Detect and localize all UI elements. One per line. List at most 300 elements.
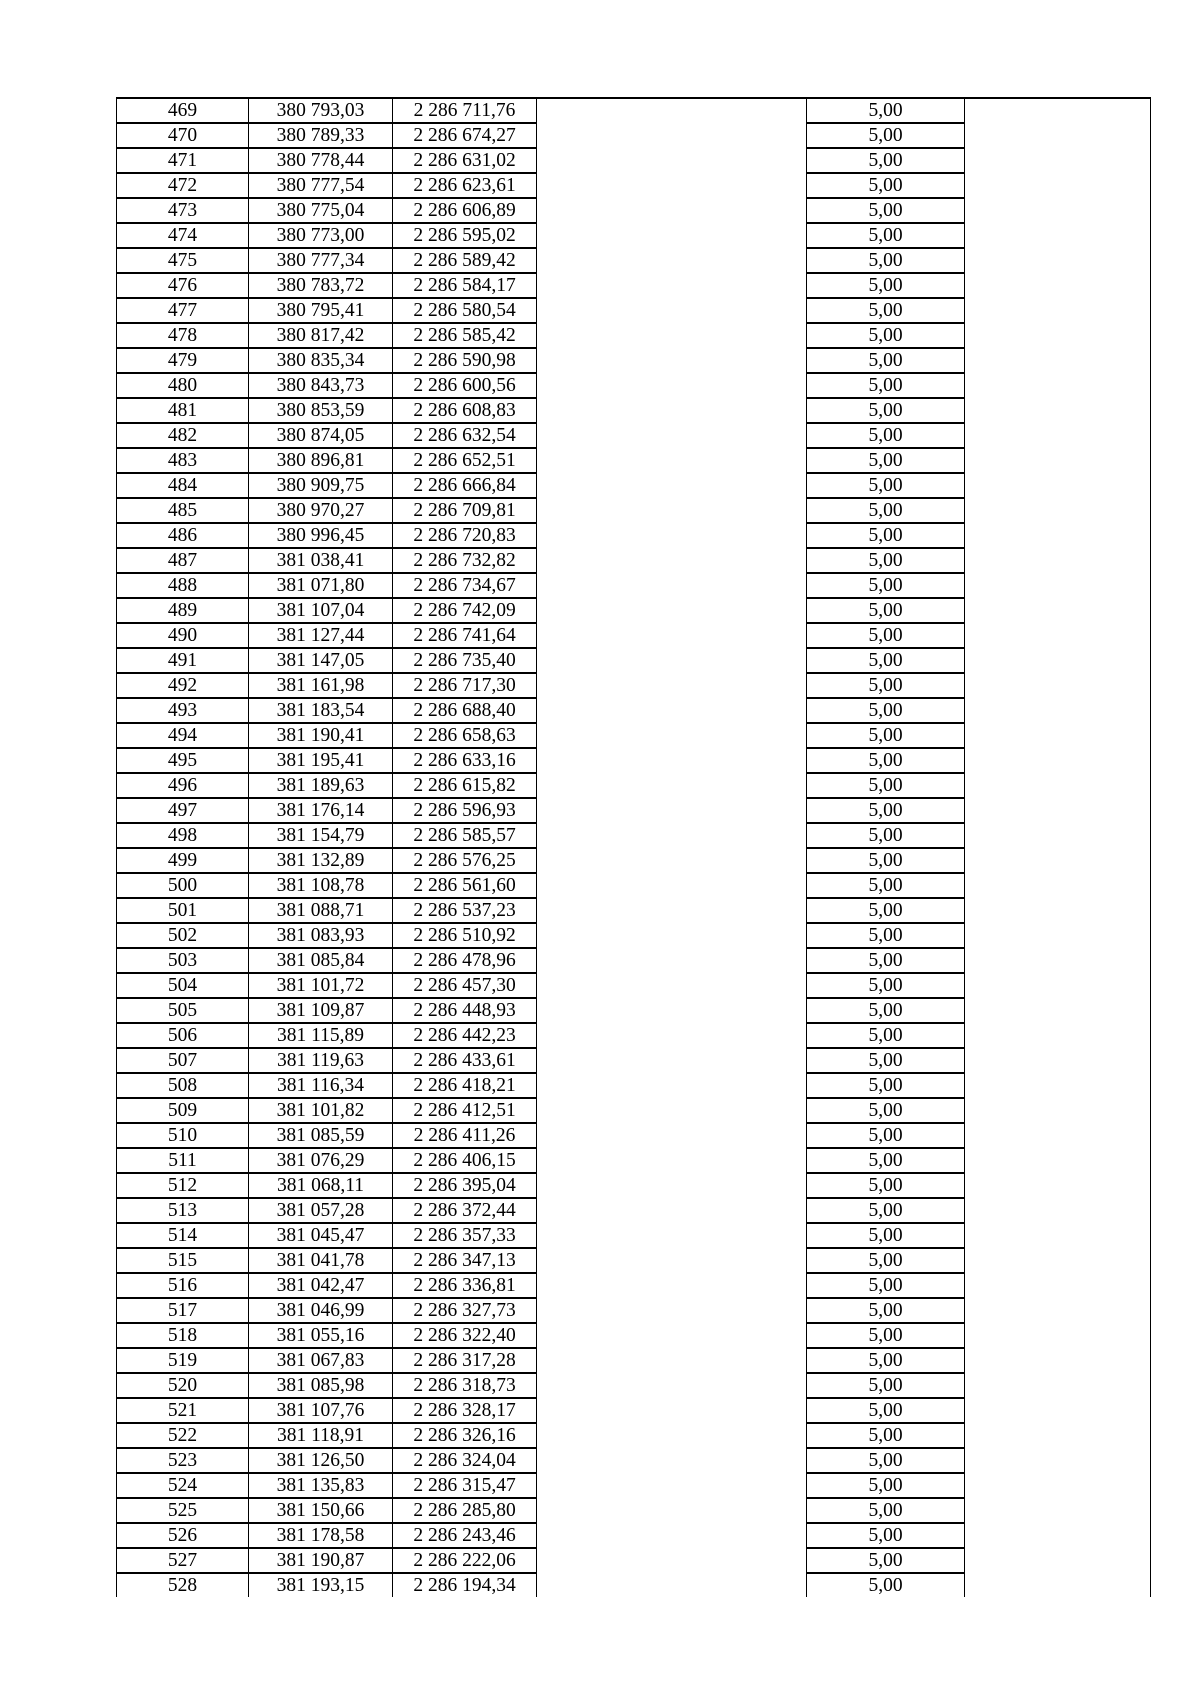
empty-cell: [965, 823, 1151, 848]
value-cell: 5,00: [807, 1398, 965, 1423]
x-coordinate-cell: 380 793,03: [249, 98, 393, 123]
value-cell: 5,00: [807, 1123, 965, 1148]
empty-cell: [537, 1048, 807, 1073]
x-coordinate-cell: 381 071,80: [249, 573, 393, 598]
table-row: [117, 1173, 1151, 1198]
x-coordinate-cell: 381 127,44: [249, 623, 393, 648]
y-coordinate-cell: 2 286 720,83: [393, 523, 537, 548]
empty-cell: [965, 748, 1151, 773]
table-row: [117, 1573, 1151, 1597]
value-cell: 5,00: [807, 473, 965, 498]
empty-cell: [965, 773, 1151, 798]
empty-cell: [965, 1198, 1151, 1223]
empty-cell: [537, 573, 807, 598]
point-number-cell: 489: [117, 598, 249, 623]
point-number-cell: 485: [117, 498, 249, 523]
x-coordinate-cell: 381 150,66: [249, 1498, 393, 1523]
empty-cell: [537, 323, 807, 348]
point-number-cell: 480: [117, 373, 249, 398]
empty-cell: [537, 1423, 807, 1448]
y-coordinate-cell: 2 286 600,56: [393, 373, 537, 398]
point-number-cell: 490: [117, 623, 249, 648]
table-row: [117, 823, 1151, 848]
empty-cell: [537, 148, 807, 173]
y-coordinate-cell: 2 286 589,42: [393, 248, 537, 273]
y-coordinate-cell: 2 286 317,28: [393, 1348, 537, 1373]
empty-cell: [965, 1448, 1151, 1473]
table-row: [117, 298, 1151, 323]
empty-cell: [965, 1048, 1151, 1073]
empty-cell: [965, 398, 1151, 423]
x-coordinate-cell: 380 789,33: [249, 123, 393, 148]
value-cell: 5,00: [807, 748, 965, 773]
table-row: [117, 998, 1151, 1023]
empty-cell: [537, 1098, 807, 1123]
value-cell: 5,00: [807, 1023, 965, 1048]
empty-cell: [537, 673, 807, 698]
y-coordinate-cell: 2 286 576,25: [393, 848, 537, 873]
y-coordinate-cell: 2 286 615,82: [393, 773, 537, 798]
empty-cell: [965, 1123, 1151, 1148]
value-cell: 5,00: [807, 948, 965, 973]
point-number-cell: 523: [117, 1448, 249, 1473]
empty-cell: [537, 348, 807, 373]
y-coordinate-cell: 2 286 328,17: [393, 1398, 537, 1423]
y-coordinate-cell: 2 286 285,80: [393, 1498, 537, 1523]
empty-cell: [537, 473, 807, 498]
table-row: [117, 1498, 1151, 1523]
empty-cell: [537, 723, 807, 748]
empty-cell: [537, 373, 807, 398]
x-coordinate-cell: 381 041,78: [249, 1248, 393, 1273]
empty-cell: [537, 1148, 807, 1173]
y-coordinate-cell: 2 286 596,93: [393, 798, 537, 823]
x-coordinate-cell: 380 773,00: [249, 223, 393, 248]
table-row: [117, 1248, 1151, 1273]
empty-cell: [537, 1123, 807, 1148]
empty-cell: [965, 1423, 1151, 1448]
value-cell: 5,00: [807, 523, 965, 548]
table-row: [117, 1523, 1151, 1548]
table-row: [117, 1023, 1151, 1048]
value-cell: 5,00: [807, 1073, 965, 1098]
y-coordinate-cell: 2 286 585,42: [393, 323, 537, 348]
y-coordinate-cell: 2 286 478,96: [393, 948, 537, 973]
empty-cell: [537, 1498, 807, 1523]
table-row: [117, 673, 1151, 698]
table-row: [117, 798, 1151, 823]
empty-cell: [965, 1348, 1151, 1373]
empty-cell: [537, 898, 807, 923]
table-row: [117, 748, 1151, 773]
x-coordinate-cell: 380 783,72: [249, 273, 393, 298]
empty-cell: [537, 448, 807, 473]
empty-cell: [965, 448, 1151, 473]
y-coordinate-cell: 2 286 633,16: [393, 748, 537, 773]
value-cell: 5,00: [807, 548, 965, 573]
empty-cell: [965, 1248, 1151, 1273]
x-coordinate-cell: 381 178,58: [249, 1523, 393, 1548]
table-row: [117, 898, 1151, 923]
value-cell: 5,00: [807, 1248, 965, 1273]
table-row: [117, 123, 1151, 148]
value-cell: 5,00: [807, 148, 965, 173]
value-cell: 5,00: [807, 823, 965, 848]
value-cell: 5,00: [807, 1298, 965, 1323]
x-coordinate-cell: 380 896,81: [249, 448, 393, 473]
table-row: [117, 1223, 1151, 1248]
empty-cell: [965, 473, 1151, 498]
x-coordinate-cell: 380 843,73: [249, 373, 393, 398]
point-number-cell: 514: [117, 1223, 249, 1248]
x-coordinate-cell: 381 189,63: [249, 773, 393, 798]
x-coordinate-cell: 381 067,83: [249, 1348, 393, 1373]
point-number-cell: 486: [117, 523, 249, 548]
value-cell: 5,00: [807, 898, 965, 923]
y-coordinate-cell: 2 286 194,34: [393, 1573, 537, 1597]
y-coordinate-cell: 2 286 406,15: [393, 1148, 537, 1173]
empty-cell: [537, 1548, 807, 1573]
point-number-cell: 471: [117, 148, 249, 173]
x-coordinate-cell: 381 183,54: [249, 698, 393, 723]
empty-cell: [537, 1523, 807, 1548]
x-coordinate-cell: 380 778,44: [249, 148, 393, 173]
empty-cell: [537, 1473, 807, 1498]
empty-cell: [965, 1573, 1151, 1597]
value-cell: 5,00: [807, 773, 965, 798]
value-cell: 5,00: [807, 1373, 965, 1398]
y-coordinate-cell: 2 286 666,84: [393, 473, 537, 498]
table-row: [117, 723, 1151, 748]
empty-cell: [537, 298, 807, 323]
x-coordinate-cell: 380 874,05: [249, 423, 393, 448]
value-cell: 5,00: [807, 273, 965, 298]
y-coordinate-cell: 2 286 357,33: [393, 1223, 537, 1248]
table-row: [117, 698, 1151, 723]
empty-cell: [965, 573, 1151, 598]
table-row: [117, 1548, 1151, 1573]
point-number-cell: 484: [117, 473, 249, 498]
empty-cell: [537, 1198, 807, 1223]
empty-cell: [537, 998, 807, 1023]
y-coordinate-cell: 2 286 711,76: [393, 98, 537, 123]
x-coordinate-cell: 381 119,63: [249, 1048, 393, 1073]
empty-cell: [965, 348, 1151, 373]
empty-cell: [965, 848, 1151, 873]
point-number-cell: 525: [117, 1498, 249, 1523]
x-coordinate-cell: 381 101,72: [249, 973, 393, 998]
empty-cell: [965, 1373, 1151, 1398]
point-number-cell: 509: [117, 1098, 249, 1123]
x-coordinate-cell: 381 042,47: [249, 1273, 393, 1298]
y-coordinate-cell: 2 286 584,17: [393, 273, 537, 298]
empty-cell: [965, 648, 1151, 673]
value-cell: 5,00: [807, 623, 965, 648]
empty-cell: [965, 1523, 1151, 1548]
x-coordinate-cell: 381 176,14: [249, 798, 393, 823]
point-number-cell: 476: [117, 273, 249, 298]
point-number-cell: 503: [117, 948, 249, 973]
y-coordinate-cell: 2 286 608,83: [393, 398, 537, 423]
empty-cell: [537, 1223, 807, 1248]
value-cell: 5,00: [807, 1348, 965, 1373]
table-row: [117, 1423, 1151, 1448]
y-coordinate-cell: 2 286 606,89: [393, 198, 537, 223]
empty-cell: [965, 1473, 1151, 1498]
value-cell: 5,00: [807, 398, 965, 423]
table-row: [117, 1198, 1151, 1223]
table-row: [117, 623, 1151, 648]
value-cell: 5,00: [807, 998, 965, 1023]
x-coordinate-cell: 381 045,47: [249, 1223, 393, 1248]
table-row: [117, 848, 1151, 873]
point-number-cell: 519: [117, 1348, 249, 1373]
point-number-cell: 518: [117, 1323, 249, 1348]
value-cell: 5,00: [807, 423, 965, 448]
x-coordinate-cell: 380 795,41: [249, 298, 393, 323]
empty-cell: [965, 173, 1151, 198]
empty-cell: [965, 873, 1151, 898]
empty-cell: [965, 1173, 1151, 1198]
empty-cell: [537, 1273, 807, 1298]
value-cell: 5,00: [807, 873, 965, 898]
value-cell: 5,00: [807, 723, 965, 748]
empty-cell: [965, 198, 1151, 223]
y-coordinate-cell: 2 286 322,40: [393, 1323, 537, 1348]
table-row: [117, 1298, 1151, 1323]
y-coordinate-cell: 2 286 324,04: [393, 1448, 537, 1473]
table-row: [117, 323, 1151, 348]
table-row: [117, 98, 1151, 123]
x-coordinate-cell: 381 109,87: [249, 998, 393, 1023]
y-coordinate-cell: 2 286 717,30: [393, 673, 537, 698]
empty-cell: [537, 698, 807, 723]
empty-cell: [537, 598, 807, 623]
point-number-cell: 528: [117, 1573, 249, 1597]
x-coordinate-cell: 381 190,41: [249, 723, 393, 748]
x-coordinate-cell: 381 190,87: [249, 1548, 393, 1573]
value-cell: 5,00: [807, 673, 965, 698]
empty-cell: [965, 1298, 1151, 1323]
empty-cell: [965, 223, 1151, 248]
empty-cell: [537, 198, 807, 223]
point-number-cell: 505: [117, 998, 249, 1023]
empty-cell: [537, 798, 807, 823]
value-cell: 5,00: [807, 1423, 965, 1448]
empty-cell: [965, 1073, 1151, 1098]
point-number-cell: 496: [117, 773, 249, 798]
table-row: [117, 273, 1151, 298]
empty-cell: [537, 248, 807, 273]
empty-cell: [965, 373, 1151, 398]
x-coordinate-cell: 380 970,27: [249, 498, 393, 523]
x-coordinate-cell: 381 038,41: [249, 548, 393, 573]
point-number-cell: 493: [117, 698, 249, 723]
coordinates-table: [116, 97, 1151, 1597]
x-coordinate-cell: 381 107,04: [249, 598, 393, 623]
table-row: [117, 348, 1151, 373]
empty-cell: [965, 1548, 1151, 1573]
y-coordinate-cell: 2 286 658,63: [393, 723, 537, 748]
point-number-cell: 470: [117, 123, 249, 148]
value-cell: 5,00: [807, 448, 965, 473]
empty-cell: [537, 423, 807, 448]
empty-cell: [537, 1073, 807, 1098]
y-coordinate-cell: 2 286 652,51: [393, 448, 537, 473]
value-cell: 5,00: [807, 598, 965, 623]
y-coordinate-cell: 2 286 631,02: [393, 148, 537, 173]
point-number-cell: 506: [117, 1023, 249, 1048]
point-number-cell: 473: [117, 198, 249, 223]
point-number-cell: 502: [117, 923, 249, 948]
x-coordinate-cell: 381 055,16: [249, 1323, 393, 1348]
x-coordinate-cell: 381 057,28: [249, 1198, 393, 1223]
point-number-cell: 501: [117, 898, 249, 923]
table-row: [117, 573, 1151, 598]
table-row: [117, 1448, 1151, 1473]
point-number-cell: 513: [117, 1198, 249, 1223]
y-coordinate-cell: 2 286 442,23: [393, 1023, 537, 1048]
point-number-cell: 520: [117, 1373, 249, 1398]
table-row: [117, 1048, 1151, 1073]
y-coordinate-cell: 2 286 318,73: [393, 1373, 537, 1398]
y-coordinate-cell: 2 286 433,61: [393, 1048, 537, 1073]
table-row: [117, 248, 1151, 273]
empty-cell: [537, 773, 807, 798]
y-coordinate-cell: 2 286 315,47: [393, 1473, 537, 1498]
table-row: [117, 1398, 1151, 1423]
empty-cell: [537, 848, 807, 873]
value-cell: 5,00: [807, 1048, 965, 1073]
y-coordinate-cell: 2 286 735,40: [393, 648, 537, 673]
table-row: [117, 923, 1151, 948]
empty-cell: [537, 1023, 807, 1048]
y-coordinate-cell: 2 286 395,04: [393, 1173, 537, 1198]
value-cell: 5,00: [807, 1548, 965, 1573]
point-number-cell: 498: [117, 823, 249, 848]
y-coordinate-cell: 2 286 537,23: [393, 898, 537, 923]
empty-cell: [965, 548, 1151, 573]
x-coordinate-cell: 380 835,34: [249, 348, 393, 373]
y-coordinate-cell: 2 286 632,54: [393, 423, 537, 448]
table-row: [117, 173, 1151, 198]
x-coordinate-cell: 380 775,04: [249, 198, 393, 223]
x-coordinate-cell: 380 996,45: [249, 523, 393, 548]
empty-cell: [965, 1148, 1151, 1173]
empty-cell: [537, 123, 807, 148]
value-cell: 5,00: [807, 223, 965, 248]
point-number-cell: 478: [117, 323, 249, 348]
value-cell: 5,00: [807, 348, 965, 373]
point-number-cell: 474: [117, 223, 249, 248]
empty-cell: [537, 1173, 807, 1198]
point-number-cell: 491: [117, 648, 249, 673]
y-coordinate-cell: 2 286 412,51: [393, 1098, 537, 1123]
empty-cell: [965, 498, 1151, 523]
point-number-cell: 499: [117, 848, 249, 873]
x-coordinate-cell: 381 161,98: [249, 673, 393, 698]
empty-cell: [537, 648, 807, 673]
empty-cell: [965, 1223, 1151, 1248]
y-coordinate-cell: 2 286 411,26: [393, 1123, 537, 1148]
coordinates-table-body: [117, 98, 1151, 1597]
y-coordinate-cell: 2 286 561,60: [393, 873, 537, 898]
point-number-cell: 475: [117, 248, 249, 273]
empty-cell: [965, 698, 1151, 723]
x-coordinate-cell: 380 909,75: [249, 473, 393, 498]
point-number-cell: 483: [117, 448, 249, 473]
y-coordinate-cell: 2 286 457,30: [393, 973, 537, 998]
x-coordinate-cell: 381 101,82: [249, 1098, 393, 1123]
x-coordinate-cell: 381 085,84: [249, 948, 393, 973]
y-coordinate-cell: 2 286 585,57: [393, 823, 537, 848]
empty-cell: [537, 1373, 807, 1398]
empty-cell: [965, 1323, 1151, 1348]
empty-cell: [537, 923, 807, 948]
point-number-cell: 512: [117, 1173, 249, 1198]
value-cell: 5,00: [807, 123, 965, 148]
empty-cell: [537, 523, 807, 548]
point-number-cell: 492: [117, 673, 249, 698]
empty-cell: [537, 1348, 807, 1373]
empty-cell: [537, 1448, 807, 1473]
y-coordinate-cell: 2 286 734,67: [393, 573, 537, 598]
y-coordinate-cell: 2 286 243,46: [393, 1523, 537, 1548]
empty-cell: [965, 298, 1151, 323]
table-row: [117, 1148, 1151, 1173]
value-cell: 5,00: [807, 698, 965, 723]
empty-cell: [965, 623, 1151, 648]
x-coordinate-cell: 381 135,83: [249, 1473, 393, 1498]
point-number-cell: 524: [117, 1473, 249, 1498]
empty-cell: [965, 923, 1151, 948]
x-coordinate-cell: 381 107,76: [249, 1398, 393, 1423]
empty-cell: [537, 1573, 807, 1597]
y-coordinate-cell: 2 286 327,73: [393, 1298, 537, 1323]
x-coordinate-cell: 381 115,89: [249, 1023, 393, 1048]
empty-cell: [965, 673, 1151, 698]
empty-cell: [965, 998, 1151, 1023]
point-number-cell: 469: [117, 98, 249, 123]
table-row: [117, 548, 1151, 573]
empty-cell: [537, 823, 807, 848]
table-row: [117, 873, 1151, 898]
point-number-cell: 497: [117, 798, 249, 823]
point-number-cell: 507: [117, 1048, 249, 1073]
value-cell: 5,00: [807, 1523, 965, 1548]
value-cell: 5,00: [807, 173, 965, 198]
empty-cell: [537, 98, 807, 123]
value-cell: 5,00: [807, 1323, 965, 1348]
value-cell: 5,00: [807, 198, 965, 223]
value-cell: 5,00: [807, 923, 965, 948]
point-number-cell: 515: [117, 1248, 249, 1273]
y-coordinate-cell: 2 286 418,21: [393, 1073, 537, 1098]
empty-cell: [537, 1323, 807, 1348]
empty-cell: [965, 1023, 1151, 1048]
point-number-cell: 472: [117, 173, 249, 198]
empty-cell: [537, 273, 807, 298]
y-coordinate-cell: 2 286 709,81: [393, 498, 537, 523]
table-row: [117, 523, 1151, 548]
empty-cell: [965, 123, 1151, 148]
empty-cell: [965, 248, 1151, 273]
x-coordinate-cell: 381 068,11: [249, 1173, 393, 1198]
empty-cell: [537, 1398, 807, 1423]
empty-cell: [965, 273, 1151, 298]
table-row: [117, 1323, 1151, 1348]
y-coordinate-cell: 2 286 732,82: [393, 548, 537, 573]
